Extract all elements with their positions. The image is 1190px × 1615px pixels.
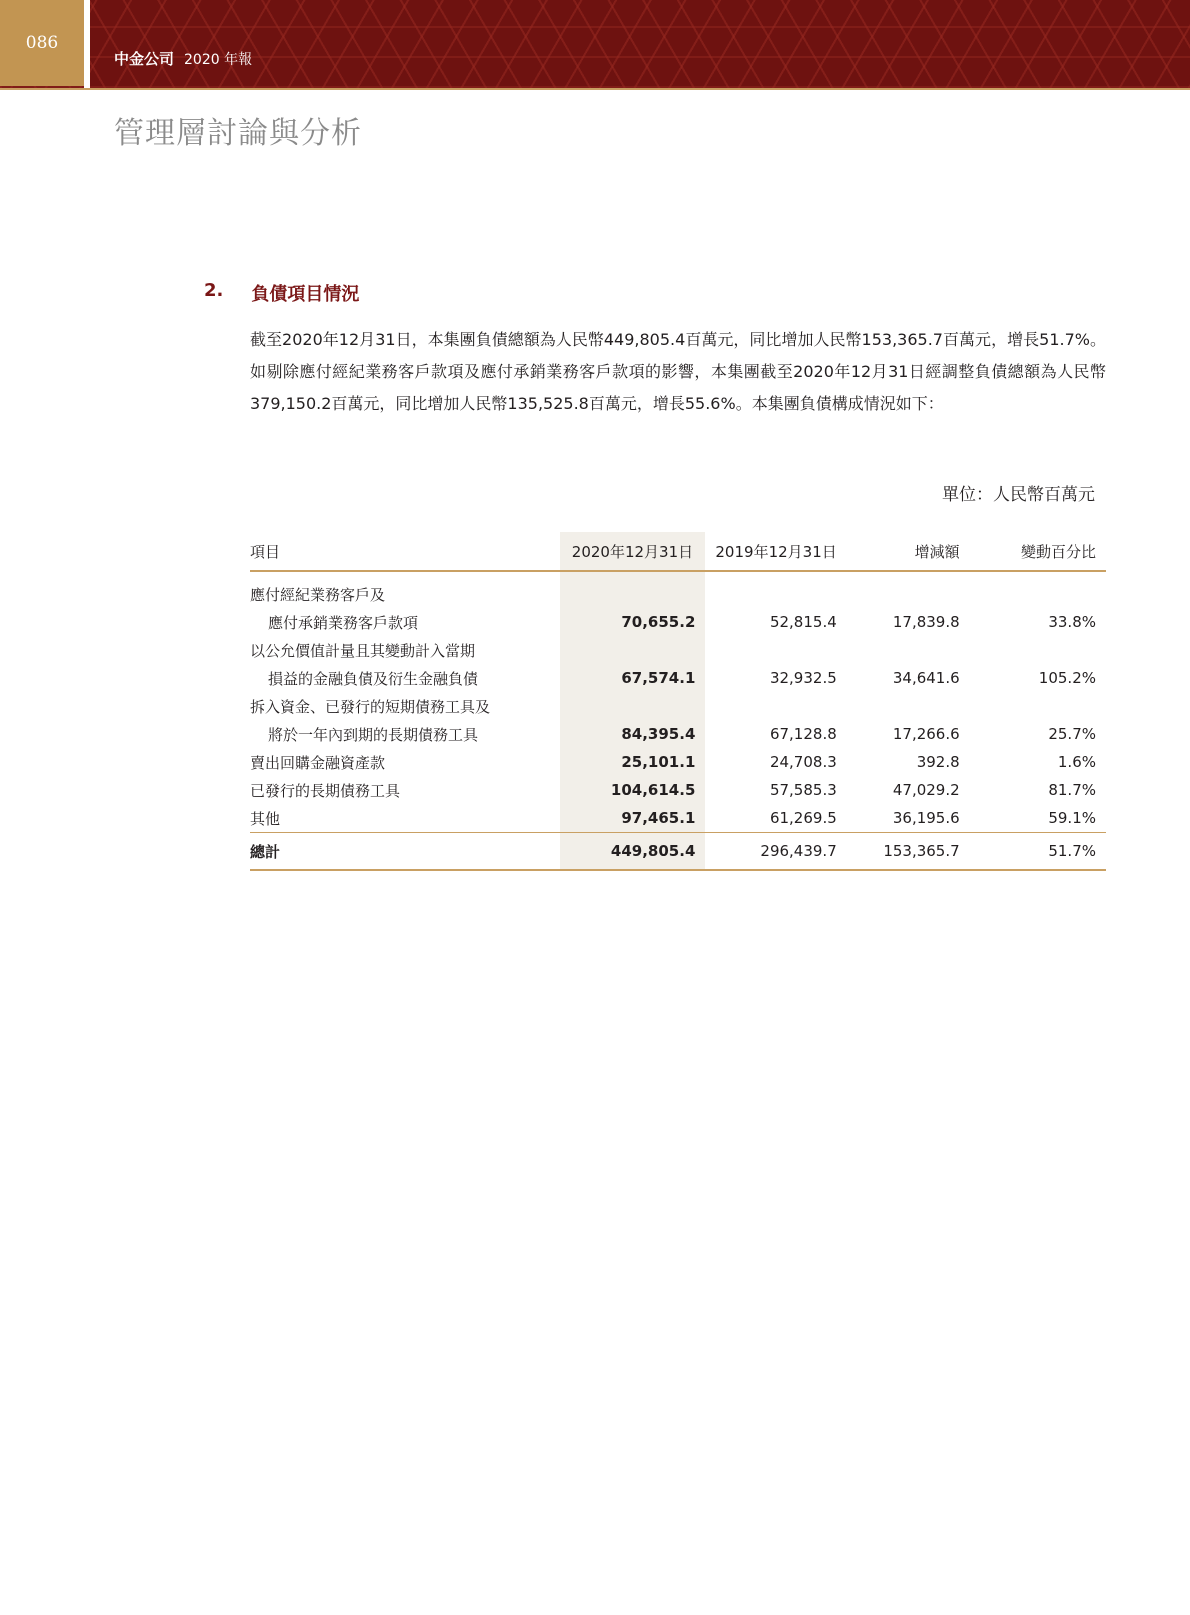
table-row xyxy=(250,748,1106,776)
table-row xyxy=(250,720,1106,748)
cell-change: 17,839.8 xyxy=(892,613,960,631)
row-label: 拆入資金、已發行的短期債務工具及 xyxy=(250,697,491,716)
report-title xyxy=(114,48,252,69)
row-label: 損益的金融負債及衍生金融負債 xyxy=(268,669,479,688)
header-item: 項目 xyxy=(250,532,560,571)
total-label: 總計 xyxy=(250,833,560,871)
total-2019: 296,439.7 xyxy=(705,833,846,871)
body-paragraph: 截至2020年12月31日，本集團負債總額為人民幣449,805.4百萬元，同比增加人民幣153,365.7百萬元，增長51.7%。如剔除應付經紀業務客戶款項及應付承銷業務客戶款項的影響，本集團截至2020年12月31日經調整負債總額為人民幣379,150.2百萬元，同比增加人民幣135,525.8百萬元，增長55.6%。本集團負債構成情況如下： xyxy=(250,330,1106,413)
header-pct: 變動百分比 xyxy=(970,532,1106,571)
row-label: 賣出回購金融資產款 xyxy=(250,753,386,772)
table-row xyxy=(250,804,1106,833)
cell-pct: 105.2% xyxy=(1038,669,1096,687)
cell-2019: 57,585.3 xyxy=(769,781,837,799)
row-label: 應付承銷業務客戶款項 xyxy=(268,613,419,632)
cell-2019: 61,269.5 xyxy=(769,809,837,827)
cell-change: 392.8 xyxy=(916,753,960,771)
subsection-number: 2. xyxy=(204,280,224,301)
cell-change: 34,641.6 xyxy=(892,669,960,687)
cell-pct: 25.7% xyxy=(1048,725,1096,743)
total-2020: 449,805.4 xyxy=(560,833,706,871)
cell-change: 36,195.6 xyxy=(892,809,960,827)
header-divider xyxy=(0,88,1190,90)
subsection-title: 負債項目情況 xyxy=(251,284,360,305)
row-label: 其他 xyxy=(250,809,281,828)
cell-2019: 52,815.4 xyxy=(769,613,837,631)
cell-pct: 59.1% xyxy=(1048,809,1096,827)
row-label: 應付經紀業務客戶及 xyxy=(250,585,386,604)
cell-pct: 81.7% xyxy=(1048,781,1096,799)
cell-2019: 67,128.8 xyxy=(769,725,837,743)
cell-2019: 32,932.5 xyxy=(769,669,837,687)
header-banner xyxy=(0,0,1190,88)
cell-change: 47,029.2 xyxy=(892,781,960,799)
cell-pct: 33.8% xyxy=(1048,613,1096,631)
table-header-row xyxy=(250,532,1106,571)
total-row xyxy=(250,833,1106,871)
cell-2020: 104,614.5 xyxy=(560,776,706,804)
cell-2020: 67,574.1 xyxy=(560,664,706,692)
unit-label: 單位：人民幣百萬元 xyxy=(942,485,1095,505)
table-row xyxy=(250,636,1106,664)
table-row xyxy=(250,776,1106,804)
company-name: 中金公司 xyxy=(114,50,175,68)
table-row xyxy=(250,608,1106,636)
table-row xyxy=(250,571,1106,608)
report-name: 2020 年報 xyxy=(184,52,253,68)
page-number: 086 xyxy=(25,33,59,53)
cell-2019: 24,708.3 xyxy=(769,753,837,771)
row-label: 已發行的長期債務工具 xyxy=(250,781,401,800)
cell-pct: 1.6% xyxy=(1057,753,1096,771)
header-2019: 2019年12月31日 xyxy=(705,532,846,571)
table-row xyxy=(250,692,1106,720)
cell-2020: 25,101.1 xyxy=(560,748,706,776)
cell-change: 17,266.6 xyxy=(892,725,960,743)
cell-2020: 97,465.1 xyxy=(560,804,706,833)
total-pct: 51.7% xyxy=(970,833,1106,871)
section-title: 管理層討論與分析 xyxy=(114,116,362,151)
total-change: 153,365.7 xyxy=(847,833,970,871)
table-row xyxy=(250,664,1106,692)
liabilities-table xyxy=(250,532,1106,871)
subsection-heading xyxy=(204,280,359,306)
cell-2020: 84,395.4 xyxy=(560,720,706,748)
row-label: 將於一年內到期的長期債務工具 xyxy=(268,725,479,744)
header-change: 增減額 xyxy=(847,532,970,571)
page-number-box xyxy=(0,0,84,86)
cell-2020: 70,655.2 xyxy=(560,608,706,636)
row-label: 以公允價值計量且其變動計入當期 xyxy=(250,641,476,660)
header-2020: 2020年12月31日 xyxy=(560,532,706,571)
